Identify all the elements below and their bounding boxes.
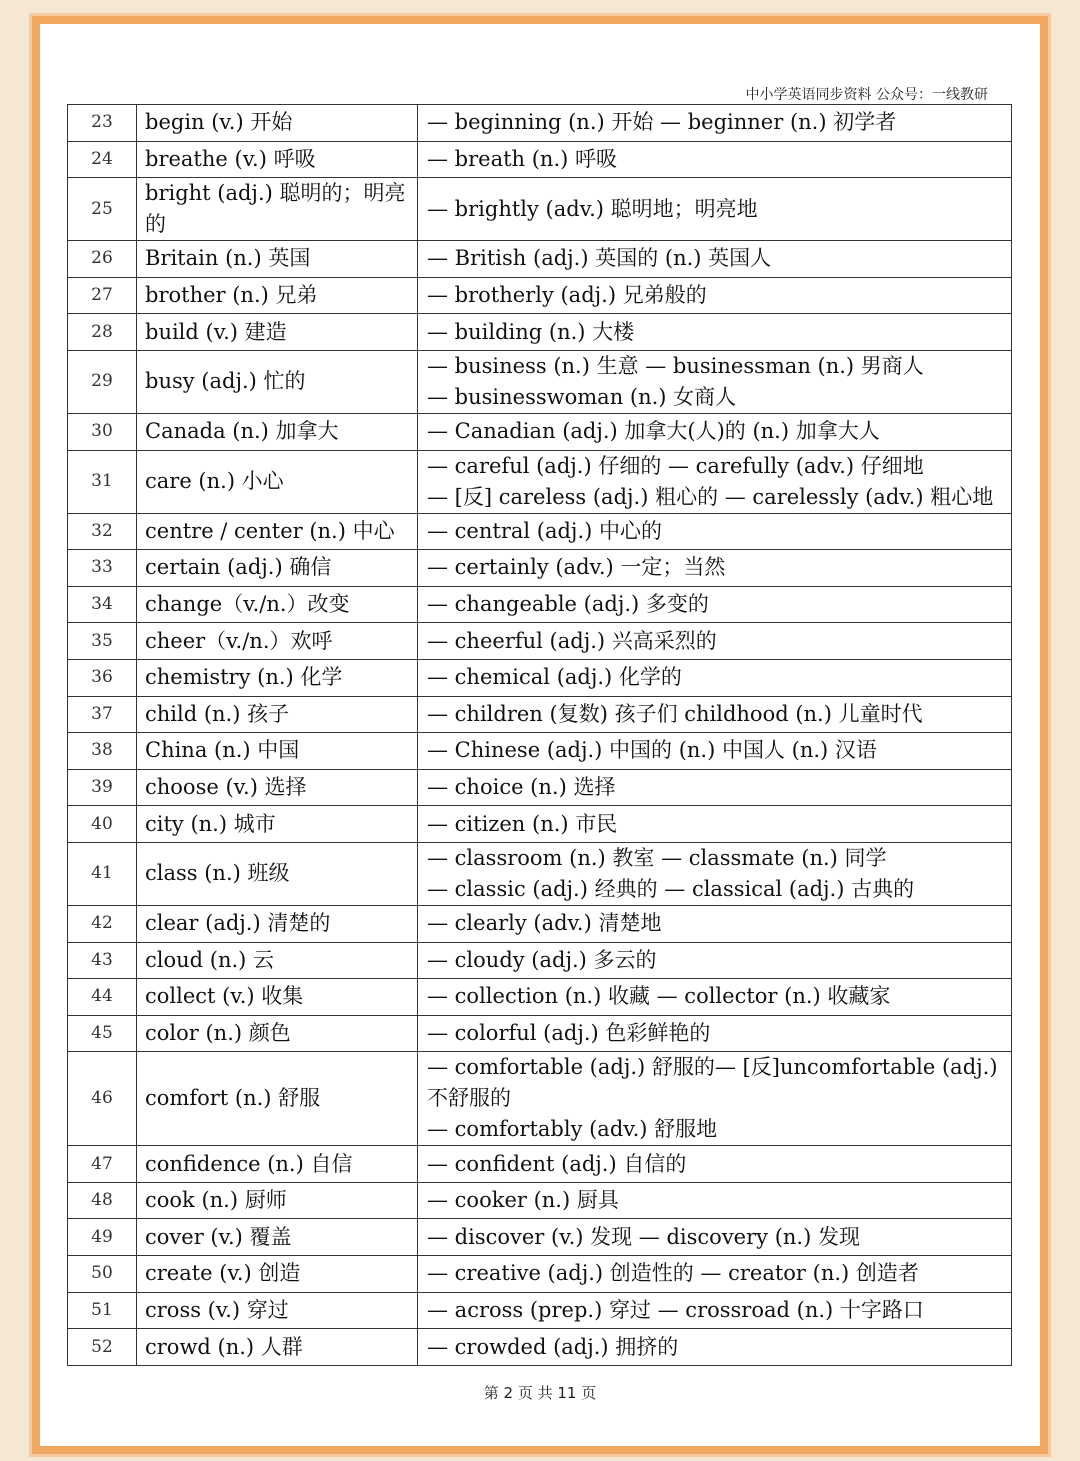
derivative-line: — cooker (n.) 厨具 bbox=[427, 1188, 619, 1213]
headword-line: bright (adj.) 聪明的；明亮 bbox=[145, 181, 406, 206]
row-number: 50 bbox=[68, 1256, 137, 1293]
derivative-line: — creative (adj.) 创造性的 — creator (n.) 创造者 bbox=[427, 1261, 919, 1286]
derivative-line: — Canadian (adj.) 加拿大(人)的 (n.) 加拿大人 bbox=[427, 419, 880, 444]
derivative-line: — central (adj.) 中心的 bbox=[427, 518, 662, 543]
table-row bbox=[68, 1146, 1012, 1183]
derivatives-cell bbox=[418, 696, 1012, 733]
derivative-line: — clearly (adv.) 清楚地 bbox=[427, 911, 662, 936]
headword-cell bbox=[137, 178, 418, 241]
headword-line: class (n.) 班级 bbox=[145, 861, 290, 886]
headword-cell bbox=[137, 1146, 418, 1183]
headword-cell bbox=[137, 696, 418, 733]
headword-cell bbox=[137, 623, 418, 660]
row-number: 43 bbox=[68, 942, 137, 979]
table-row bbox=[68, 413, 1012, 450]
derivative-line: — classroom (n.) 教室 — classmate (n.) 同学 bbox=[427, 845, 887, 870]
row-number: 26 bbox=[68, 241, 137, 278]
derivative-line: — crowded (adj.) 拥挤的 bbox=[427, 1334, 679, 1359]
table-row bbox=[68, 769, 1012, 806]
table-row bbox=[68, 733, 1012, 770]
table-row bbox=[68, 314, 1012, 351]
derivatives-cell bbox=[418, 659, 1012, 696]
row-number: 45 bbox=[68, 1015, 137, 1052]
vocabulary-table bbox=[67, 104, 1012, 1366]
headword-cell bbox=[137, 413, 418, 450]
derivative-line: — breath (n.) 呼吸 bbox=[427, 146, 618, 171]
row-number: 41 bbox=[68, 842, 137, 905]
row-number: 44 bbox=[68, 979, 137, 1016]
row-number: 34 bbox=[68, 586, 137, 623]
derivative-line: — cheerful (adj.) 兴高采烈的 bbox=[427, 628, 717, 653]
derivatives-cell bbox=[418, 178, 1012, 241]
derivative-line: — citizen (n.) 市民 bbox=[427, 811, 618, 836]
row-number: 47 bbox=[68, 1146, 137, 1183]
headword-line: collect (v.) 收集 bbox=[145, 984, 304, 1009]
page-frame bbox=[32, 16, 1048, 1454]
headword-cell bbox=[137, 1219, 418, 1256]
headword-cell bbox=[137, 1292, 418, 1329]
derivatives-cell bbox=[418, 450, 1012, 513]
headword-line: centre / center (n.) 中心 bbox=[145, 518, 395, 543]
derivative-line: — across (prep.) 穿过 — crossroad (n.) 十字路口 bbox=[427, 1297, 924, 1322]
derivatives-cell bbox=[418, 905, 1012, 942]
derivatives-cell bbox=[418, 942, 1012, 979]
derivatives-cell bbox=[418, 141, 1012, 178]
derivatives-cell bbox=[418, 350, 1012, 413]
table-row bbox=[68, 586, 1012, 623]
derivative-line: — cloudy (adj.) 多云的 bbox=[427, 947, 657, 972]
headword-cell bbox=[137, 550, 418, 587]
headword-cell bbox=[137, 1329, 418, 1366]
derivatives-cell bbox=[418, 1052, 1012, 1146]
headword-line: China (n.) 中国 bbox=[145, 738, 300, 763]
headword-cell bbox=[137, 769, 418, 806]
derivatives-cell bbox=[418, 733, 1012, 770]
headword-line: city (n.) 城市 bbox=[145, 811, 276, 836]
table-row bbox=[68, 1292, 1012, 1329]
derivative-line: — children (复数) 孩子们 childhood (n.) 儿童时代 bbox=[427, 701, 923, 726]
derivatives-cell bbox=[418, 513, 1012, 550]
derivative-line: — businesswoman (n.) 女商人 bbox=[427, 384, 737, 409]
table-row bbox=[68, 942, 1012, 979]
row-number: 42 bbox=[68, 905, 137, 942]
headword-line: Britain (n.) 英国 bbox=[145, 246, 311, 271]
row-number: 33 bbox=[68, 550, 137, 587]
headword-cell bbox=[137, 979, 418, 1016]
derivative-line: — careful (adj.) 仔细的 — carefully (adv.) 仔细地 bbox=[427, 453, 924, 478]
headword-cell bbox=[137, 141, 418, 178]
row-number: 48 bbox=[68, 1182, 137, 1219]
derivative-line: — Chinese (adj.) 中国的 (n.) 中国人 (n.) 汉语 bbox=[427, 738, 877, 763]
table-row bbox=[68, 450, 1012, 513]
derivative-line: — beginning (n.) 开始 — beginner (n.) 初学者 bbox=[427, 110, 897, 135]
table-row bbox=[68, 1329, 1012, 1366]
headword-cell bbox=[137, 1256, 418, 1293]
derivative-line: — classic (adj.) 经典的 — classical (adj.) 古典的 bbox=[427, 876, 915, 901]
derivative-line: — confident (adj.) 自信的 bbox=[427, 1151, 687, 1176]
derivative-line: — discover (v.) 发现 — discovery (n.) 发现 bbox=[427, 1224, 860, 1249]
headword-cell bbox=[137, 586, 418, 623]
headword-cell bbox=[137, 1182, 418, 1219]
headword-cell bbox=[137, 733, 418, 770]
table-row bbox=[68, 905, 1012, 942]
row-number: 29 bbox=[68, 350, 137, 413]
row-number: 40 bbox=[68, 806, 137, 843]
derivative-line: — British (adj.) 英国的 (n.) 英国人 bbox=[427, 246, 772, 271]
headword-line: breathe (v.) 呼吸 bbox=[145, 146, 316, 171]
derivative-line: — building (n.) 大楼 bbox=[427, 319, 635, 344]
headword-line: cheer（v./n.）欢呼 bbox=[145, 628, 333, 653]
headword-line: create (v.) 创造 bbox=[145, 1261, 301, 1286]
headword-line: cloud (n.) 云 bbox=[145, 947, 275, 972]
table-row bbox=[68, 513, 1012, 550]
derivative-line: — business (n.) 生意 — businessman (n.) 男商人 bbox=[427, 353, 924, 378]
derivative-line: — brightly (adv.) 聪明地；明亮地 bbox=[427, 196, 758, 221]
row-number: 37 bbox=[68, 696, 137, 733]
table-row bbox=[68, 1015, 1012, 1052]
page-number: 第 2 页 共 11 页 bbox=[483, 1384, 597, 1402]
headword-line: cook (n.) 厨师 bbox=[145, 1188, 287, 1213]
table-row bbox=[68, 178, 1012, 241]
derivative-line: — comfortably (adv.) 舒服地 bbox=[427, 1117, 718, 1142]
headword-line: comfort (n.) 舒服 bbox=[145, 1086, 321, 1111]
derivative-line: — changeable (adj.) 多变的 bbox=[427, 592, 709, 617]
derivatives-cell bbox=[418, 277, 1012, 314]
row-number: 32 bbox=[68, 513, 137, 550]
row-number: 46 bbox=[68, 1052, 137, 1146]
headword-line: clear (adj.) 清楚的 bbox=[145, 911, 331, 936]
row-number: 31 bbox=[68, 450, 137, 513]
table-row bbox=[68, 1219, 1012, 1256]
headword-line: crowd (n.) 人群 bbox=[145, 1334, 303, 1359]
derivatives-cell bbox=[418, 586, 1012, 623]
derivatives-cell bbox=[418, 1329, 1012, 1366]
derivative-line: — chemical (adj.) 化学的 bbox=[427, 665, 682, 690]
table-row bbox=[68, 1052, 1012, 1146]
table-row bbox=[68, 141, 1012, 178]
headword-cell bbox=[137, 842, 418, 905]
table-row bbox=[68, 1256, 1012, 1293]
headword-line: Canada (n.) 加拿大 bbox=[145, 419, 339, 444]
row-number: 24 bbox=[68, 141, 137, 178]
derivatives-cell bbox=[418, 105, 1012, 142]
headword-cell bbox=[137, 1052, 418, 1146]
headword-line: brother (n.) 兄弟 bbox=[145, 283, 318, 308]
table-row bbox=[68, 550, 1012, 587]
headword-cell bbox=[137, 806, 418, 843]
headword-cell bbox=[137, 314, 418, 351]
derivatives-cell bbox=[418, 1256, 1012, 1293]
derivatives-cell bbox=[418, 1015, 1012, 1052]
row-number: 30 bbox=[68, 413, 137, 450]
headword-cell bbox=[137, 942, 418, 979]
headword-line: change（v./n.）改变 bbox=[145, 592, 350, 617]
table-row bbox=[68, 623, 1012, 660]
row-number: 27 bbox=[68, 277, 137, 314]
headword-line: begin (v.) 开始 bbox=[145, 110, 293, 135]
row-number: 23 bbox=[68, 105, 137, 142]
table-row bbox=[68, 842, 1012, 905]
headword-line: build (v.) 建造 bbox=[145, 319, 287, 344]
row-number: 35 bbox=[68, 623, 137, 660]
row-number: 39 bbox=[68, 769, 137, 806]
headword-cell bbox=[137, 513, 418, 550]
row-number: 51 bbox=[68, 1292, 137, 1329]
vocabulary-table-body bbox=[68, 105, 1012, 1366]
row-number: 36 bbox=[68, 659, 137, 696]
table-row bbox=[68, 241, 1012, 278]
derivatives-cell bbox=[418, 769, 1012, 806]
derivative-line: — comfortable (adj.) 舒服的— [反]uncomfortable (adj.) bbox=[427, 1055, 998, 1080]
headword-cell bbox=[137, 450, 418, 513]
row-number: 52 bbox=[68, 1329, 137, 1366]
headword-line: 的 bbox=[145, 212, 166, 237]
headword-line: color (n.) 颜色 bbox=[145, 1020, 291, 1045]
derivatives-cell bbox=[418, 623, 1012, 660]
headword-line: choose (v.) 选择 bbox=[145, 775, 307, 800]
derivatives-cell bbox=[418, 314, 1012, 351]
headword-cell bbox=[137, 659, 418, 696]
table-row bbox=[68, 277, 1012, 314]
derivative-line: 不舒服的 bbox=[427, 1086, 511, 1111]
table-row bbox=[68, 105, 1012, 142]
headword-cell bbox=[137, 350, 418, 413]
derivative-line: — brotherly (adj.) 兄弟般的 bbox=[427, 283, 707, 308]
derivative-line: — choice (n.) 选择 bbox=[427, 775, 616, 800]
derivative-line: — [反] careless (adj.) 粗心的 — carelessly (adv.) 粗心地 bbox=[427, 484, 994, 509]
headword-line: busy (adj.) 忙的 bbox=[145, 369, 306, 394]
derivatives-cell bbox=[418, 1182, 1012, 1219]
headword-cell bbox=[137, 1015, 418, 1052]
headword-cell bbox=[137, 277, 418, 314]
headword-cell bbox=[137, 241, 418, 278]
headword-cell bbox=[137, 105, 418, 142]
derivatives-cell bbox=[418, 413, 1012, 450]
table-row bbox=[68, 350, 1012, 413]
headword-line: care (n.) 小心 bbox=[145, 469, 284, 494]
headword-line: certain (adj.) 确信 bbox=[145, 555, 332, 580]
derivative-line: — colorful (adj.) 色彩鲜艳的 bbox=[427, 1020, 711, 1045]
derivatives-cell bbox=[418, 550, 1012, 587]
derivatives-cell bbox=[418, 806, 1012, 843]
derivative-line: — certainly (adv.) 一定；当然 bbox=[427, 555, 726, 580]
derivatives-cell bbox=[418, 241, 1012, 278]
row-number: 25 bbox=[68, 178, 137, 241]
table-row bbox=[68, 979, 1012, 1016]
headword-line: chemistry (n.) 化学 bbox=[145, 665, 343, 690]
table-row bbox=[68, 806, 1012, 843]
headword-line: cover (v.) 覆盖 bbox=[145, 1224, 292, 1249]
page-header: 中小学英语同步资料 公众号：一线教研 bbox=[745, 87, 988, 103]
table-row bbox=[68, 1182, 1012, 1219]
row-number: 38 bbox=[68, 733, 137, 770]
derivatives-cell bbox=[418, 1219, 1012, 1256]
headword-cell bbox=[137, 905, 418, 942]
derivatives-cell bbox=[418, 979, 1012, 1016]
table-row bbox=[68, 696, 1012, 733]
headword-line: cross (v.) 穿过 bbox=[145, 1297, 289, 1322]
derivatives-cell bbox=[418, 1146, 1012, 1183]
row-number: 49 bbox=[68, 1219, 137, 1256]
headword-line: confidence (n.) 自信 bbox=[145, 1151, 353, 1176]
headword-line: child (n.) 孩子 bbox=[145, 701, 290, 726]
derivative-line: — collection (n.) 收藏 — collector (n.) 收藏家 bbox=[427, 984, 891, 1009]
table-row bbox=[68, 659, 1012, 696]
derivatives-cell bbox=[418, 842, 1012, 905]
derivatives-cell bbox=[418, 1292, 1012, 1329]
row-number: 28 bbox=[68, 314, 137, 351]
